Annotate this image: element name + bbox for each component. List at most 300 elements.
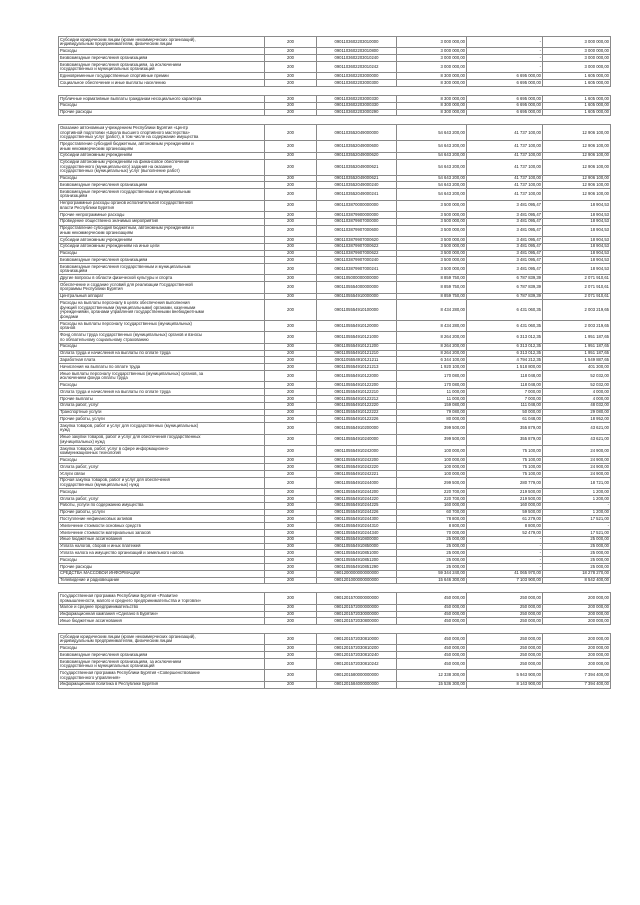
cell-admin-code: 200: [265, 604, 317, 611]
cell-name: Обеспечение и создание условий для реализации Государственной программы Республики Бурятия: [59, 282, 265, 293]
cell-executed-amount: 250 000,00: [467, 618, 543, 625]
cell-executed-amount: -: [467, 557, 543, 564]
table-row: [59, 243, 611, 250]
cell-executed-amount: 118 048,00: [467, 371, 543, 382]
cell-classification-code: 0901200000000000000: [317, 570, 397, 577]
cell-classification-code: 0901105554910121200: [317, 343, 397, 350]
cell-remaining-amount: 24 900,00: [543, 457, 611, 464]
cell-remaining-amount: 43 621,00: [543, 434, 611, 445]
table-row: [59, 563, 611, 570]
cell-admin-code: 200: [265, 457, 317, 464]
cell-executed-amount: 6 313 012,35: [467, 332, 543, 343]
cell-admin-code: 200: [265, 225, 317, 236]
cell-approved-amount: 220 700,00: [397, 489, 467, 496]
cell-classification-code: 0901105554910244225: [317, 502, 397, 509]
cell-admin-code: 200: [265, 593, 317, 604]
cell-approved-amount: 450 000,00: [397, 593, 467, 604]
cell-approved-amount: 8 300 000,00: [397, 109, 467, 116]
cell-classification-code: 0901103602203010800: [317, 48, 397, 55]
cell-executed-amount: 250 000,00: [467, 593, 543, 604]
cell-approved-amount: 100 000,00: [397, 470, 467, 477]
cell-approved-amount: 170 080,00: [397, 371, 467, 382]
cell-admin-code: 200: [265, 577, 317, 584]
cell-approved-amount: 54 643 200,00: [397, 125, 467, 141]
cell-name: Прочие работы, услуги: [59, 416, 265, 423]
cell-admin-code: 200: [265, 659, 317, 670]
table-row: [59, 275, 611, 282]
cell-name: Поступление нефинансовых активов: [59, 516, 265, 523]
cell-executed-amount: 6 431 060,35: [467, 300, 543, 321]
cell-approved-amount: 3 500 000,00: [397, 236, 467, 243]
cell-name: Иные бюджетные ассигнования: [59, 536, 265, 543]
cell-name: Безвозмездные перечисления организациям: [59, 182, 265, 189]
cell-name: Расходы: [59, 102, 265, 109]
cell-executed-amount: 7 000,00: [467, 389, 543, 396]
table-row: [59, 396, 611, 403]
cell-admin-code: 200: [265, 509, 317, 516]
spacer-row: [59, 584, 611, 593]
cell-name: Работы, услуги по содержанию имущества: [59, 502, 265, 509]
cell-approved-amount: 3 000 000,00: [397, 55, 467, 62]
table-row: [59, 477, 611, 488]
cell-remaining-amount: 1 605 000,00: [543, 102, 611, 109]
cell-approved-amount: 450 000,00: [397, 611, 467, 618]
cell-classification-code: 0901201000000000000: [317, 577, 397, 584]
cell-remaining-amount: 25 000,00: [543, 543, 611, 550]
cell-approved-amount: 79 080,00: [397, 409, 467, 416]
cell-executed-amount: 41 737 100,00: [467, 141, 543, 152]
cell-approved-amount: 3 500 000,00: [397, 211, 467, 218]
cell-executed-amount: -: [467, 55, 543, 62]
cell-admin-code: 200: [265, 557, 317, 564]
cell-name: Публичные нормативные выплаты гражданам несоциального характера: [59, 95, 265, 102]
cell-remaining-amount: 18 904,53: [543, 243, 611, 250]
cell-remaining-amount: 18 904,53: [543, 250, 611, 257]
cell-admin-code: 200: [265, 495, 317, 502]
cell-remaining-amount: 18 721,00: [543, 477, 611, 488]
cell-remaining-amount: 25 000,00: [543, 550, 611, 557]
cell-admin-code: 200: [265, 543, 317, 550]
cell-executed-amount: -: [467, 37, 543, 48]
cell-approved-amount: 8 264 200,00: [397, 343, 467, 350]
cell-classification-code: 0901201572030810000: [317, 634, 397, 645]
cell-approved-amount: 78 800,00: [397, 516, 467, 523]
cell-remaining-amount: 2 003 219,65: [543, 321, 611, 332]
cell-name: Прочие расходы: [59, 563, 265, 570]
cell-executed-amount: 7 103 900,00: [467, 577, 543, 584]
cell-executed-amount: 3 481 095,47: [467, 257, 543, 264]
cell-classification-code: 0901105554910122222: [317, 409, 397, 416]
cell-executed-amount: 3 481 095,47: [467, 236, 543, 243]
cell-approved-amount: 80 000,00: [397, 416, 467, 423]
cell-name: Предоставление субсидий бюджетным, автономным учреждениям и иным некоммерческим организациям: [59, 225, 265, 236]
cell-remaining-amount: 18 904,53: [543, 211, 611, 218]
cell-name: Увеличение стоимости основных средств: [59, 523, 265, 530]
budget-report-sheet: [58, 36, 610, 689]
cell-executed-amount: 3 481 095,47: [467, 200, 543, 211]
cell-approved-amount: 6 344 100,00: [397, 357, 467, 364]
cell-executed-amount: 219 500,00: [467, 495, 543, 502]
cell-executed-amount: 355 879,00: [467, 423, 543, 434]
table-row: [59, 523, 611, 530]
cell-approved-amount: 54 643 200,00: [397, 159, 467, 175]
cell-executed-amount: 6 695 000,00: [467, 95, 543, 102]
cell-classification-code: 0901103879907000241: [317, 264, 397, 275]
table-row: [59, 182, 611, 189]
cell-classification-code: 0901105554910000000: [317, 293, 397, 300]
cell-executed-amount: 355 879,00: [467, 434, 543, 445]
cell-executed-amount: 250 000,00: [467, 645, 543, 652]
cell-name: Социальное обеспечение и иные выплаты населению: [59, 80, 265, 87]
cell-name: Расходы: [59, 645, 265, 652]
cell-name: Оплата работ, услуг: [59, 402, 265, 409]
cell-remaining-amount: 12 906 100,00: [543, 141, 611, 152]
cell-classification-code: 0901103879907000600: [317, 225, 397, 236]
table-row: [59, 495, 611, 502]
cell-admin-code: 200: [265, 570, 317, 577]
cell-executed-amount: 7 000,00: [467, 396, 543, 403]
cell-remaining-amount: 2 071 910,61: [543, 293, 611, 300]
cell-name: Безвозмездные перечисления организациям, за исключением государственных и муниципальных организаций: [59, 61, 265, 72]
cell-admin-code: 200: [265, 243, 317, 250]
cell-approved-amount: 8 300 000,00: [397, 102, 467, 109]
cell-executed-amount: 61 048,00: [467, 416, 543, 423]
cell-name: Уплата налогов, сборов и иных платежей: [59, 543, 265, 550]
cell-classification-code: 0901105554910122226: [317, 416, 397, 423]
cell-executed-amount: 41 737 100,00: [467, 189, 543, 200]
cell-approved-amount: 299 500,00: [397, 477, 467, 488]
cell-name: Государственная программа Республики Бурятия «Совершенствование государственного управления»: [59, 670, 265, 681]
cell-admin-code: 200: [265, 211, 317, 218]
table-row: [59, 95, 611, 102]
cell-approved-amount: 8 859 750,00: [397, 293, 467, 300]
spacer-cell: [59, 86, 611, 95]
cell-classification-code: 0901105554910244220: [317, 495, 397, 502]
cell-name: Прочие работы, услуги: [59, 509, 265, 516]
table-row: [59, 577, 611, 584]
cell-classification-code: 0901105554910851290: [317, 563, 397, 570]
cell-approved-amount: 1 920 100,00: [397, 364, 467, 371]
table-row: [59, 293, 611, 300]
cell-approved-amount: 100 000,00: [397, 445, 467, 456]
table-row: [59, 557, 611, 564]
cell-remaining-amount: 12 906 100,00: [543, 159, 611, 175]
table-row: [59, 389, 611, 396]
cell-executed-amount: 4 794 212,35: [467, 357, 543, 364]
cell-classification-code: 0901201572030800000: [317, 618, 397, 625]
cell-admin-code: 200: [265, 489, 317, 496]
table-row: [59, 55, 611, 62]
cell-remaining-amount: 25 000,00: [543, 563, 611, 570]
table-row: [59, 371, 611, 382]
cell-admin-code: 200: [265, 502, 317, 509]
cell-approved-amount: 8 300 000,00: [397, 95, 467, 102]
table-row: [59, 189, 611, 200]
cell-name: Субсидии автономным учреждениям на финансовое обеспечение государственного (муниципального) задания на оказание государственных (муниципальных) услуг (выполнение работ): [59, 159, 265, 175]
cell-classification-code: 0901103879907000240: [317, 257, 397, 264]
cell-remaining-amount: 17 521,00: [543, 529, 611, 536]
cell-classification-code: 0901105554910851000: [317, 550, 397, 557]
cell-executed-amount: 8 143 900,00: [467, 681, 543, 688]
cell-executed-amount: -: [467, 543, 543, 550]
spacer-cell: [59, 625, 611, 634]
table-row: [59, 529, 611, 536]
cell-remaining-amount: 24 900,00: [543, 464, 611, 471]
cell-approved-amount: 3 500 000,00: [397, 200, 467, 211]
cell-executed-amount: 6 431 060,35: [467, 321, 543, 332]
cell-approved-amount: 450 000,00: [397, 659, 467, 670]
cell-name: Расходы: [59, 457, 265, 464]
cell-executed-amount: 41 737 100,00: [467, 125, 543, 141]
cell-admin-code: 200: [265, 670, 317, 681]
table-row: [59, 543, 611, 550]
cell-classification-code: 0901105554910244226: [317, 509, 397, 516]
cell-name: Безвозмездные перечисления организациям: [59, 55, 265, 62]
cell-admin-code: 200: [265, 282, 317, 293]
cell-classification-code: 0901201572030810242: [317, 659, 397, 670]
cell-name: Безвозмездные перечисления организациям: [59, 652, 265, 659]
cell-executed-amount: 280 779,00: [467, 477, 543, 488]
cell-executed-amount: 8 800,00: [467, 523, 543, 530]
cell-remaining-amount: 200 000,00: [543, 611, 611, 618]
cell-remaining-amount: 12 906 100,00: [543, 125, 611, 141]
cell-approved-amount: 8 800,00: [397, 523, 467, 530]
cell-classification-code: 0901103552049000241: [317, 189, 397, 200]
cell-name: Субсидии юридическим лицам (кроме некоммерческих организаций), индивидуальным предпринимателям, физическим лицам: [59, 634, 265, 645]
cell-remaining-amount: 24 900,00: [543, 445, 611, 456]
cell-approved-amount: 159 080,00: [397, 402, 467, 409]
table-row: [59, 634, 611, 645]
cell-executed-amount: 250 000,00: [467, 634, 543, 645]
cell-name: Проведение общественно значимых мероприятий: [59, 218, 265, 225]
cell-name: Оплата труда и начисления на выплаты по оплате труда: [59, 389, 265, 396]
cell-admin-code: 200: [265, 275, 317, 282]
cell-approved-amount: 54 643 200,00: [397, 189, 467, 200]
cell-remaining-amount: 200 000,00: [543, 659, 611, 670]
table-row: [59, 434, 611, 445]
cell-executed-amount: 75 100,00: [467, 445, 543, 456]
cell-admin-code: 200: [265, 141, 317, 152]
cell-admin-code: 200: [265, 550, 317, 557]
table-row: [59, 73, 611, 80]
cell-classification-code: 0901103602203000330: [317, 102, 397, 109]
table-row: [59, 550, 611, 557]
cell-approved-amount: 8 434 280,00: [397, 300, 467, 321]
table-row: [59, 175, 611, 182]
table-row: [59, 509, 611, 516]
cell-remaining-amount: 1 200,00: [543, 495, 611, 502]
cell-executed-amount: 50 000,00: [467, 409, 543, 416]
cell-name: Субсидии автономным учреждениям: [59, 152, 265, 159]
table-row: [59, 618, 611, 625]
cell-classification-code: 0901103879907000000: [317, 218, 397, 225]
cell-approved-amount: 3 500 000,00: [397, 218, 467, 225]
cell-remaining-amount: 18 278 270,00: [543, 570, 611, 577]
cell-approved-amount: 25 000,00: [397, 543, 467, 550]
cell-remaining-amount: 200 000,00: [543, 652, 611, 659]
cell-remaining-amount: 1 200,00: [543, 509, 611, 516]
cell-name: Расходы: [59, 48, 265, 55]
cell-admin-code: 200: [265, 681, 317, 688]
table-row: [59, 464, 611, 471]
cell-executed-amount: 160 000,00: [467, 502, 543, 509]
cell-remaining-amount: 2 071 910,61: [543, 275, 611, 282]
table-row: [59, 225, 611, 236]
cell-approved-amount: 220 700,00: [397, 495, 467, 502]
cell-name: Прочие выплаты: [59, 396, 265, 403]
cell-name: Иные бюджетные ассигнования: [59, 618, 265, 625]
cell-approved-amount: 15 536 300,00: [397, 681, 467, 688]
cell-admin-code: 200: [265, 61, 317, 72]
table-row: [59, 645, 611, 652]
cell-executed-amount: 75 100,00: [467, 464, 543, 471]
table-row: [59, 611, 611, 618]
cell-name: Расходы на выплаты персоналу государственных (муниципальных) органов: [59, 321, 265, 332]
cell-executed-amount: -: [467, 563, 543, 570]
table-row: [59, 382, 611, 389]
table-row: [59, 516, 611, 523]
cell-executed-amount: 52 479,00: [467, 529, 543, 536]
cell-executed-amount: 1 518 800,00: [467, 364, 543, 371]
cell-admin-code: 200: [265, 218, 317, 225]
cell-approved-amount: 3 000 000,00: [397, 48, 467, 55]
table-row: [59, 364, 611, 371]
table-row: [59, 652, 611, 659]
cell-remaining-amount: 1 605 000,00: [543, 95, 611, 102]
cell-executed-amount: 250 000,00: [467, 659, 543, 670]
cell-approved-amount: 100 000,00: [397, 464, 467, 471]
cell-name: Субсидии юридическим лицам (кроме некоммерческих организаций), индивидуальным предпринимателям, физическим лицам: [59, 37, 265, 48]
table-row: [59, 416, 611, 423]
cell-name: Прочие непрограммные расходы: [59, 211, 265, 218]
cell-name: Оплата работ, услуг: [59, 464, 265, 471]
cell-name: Прочая закупка товаров, работ и услуг для обеспечения государственных (муниципальных) нужд: [59, 477, 265, 488]
cell-classification-code: 0901105554910121000: [317, 332, 397, 343]
cell-executed-amount: 41 737 100,00: [467, 182, 543, 189]
table-row: [59, 402, 611, 409]
table-row: [59, 423, 611, 434]
cell-admin-code: 200: [265, 464, 317, 471]
cell-admin-code: 200: [265, 159, 317, 175]
cell-approved-amount: 11 000,00: [397, 389, 467, 396]
cell-admin-code: 200: [265, 37, 317, 48]
cell-admin-code: 200: [265, 109, 317, 116]
cell-classification-code: 0901103552049000600: [317, 141, 397, 152]
cell-admin-code: 200: [265, 402, 317, 409]
table-row: [59, 445, 611, 456]
spacer-cell: [59, 584, 611, 593]
table-row: [59, 159, 611, 175]
cell-approved-amount: 12 338 300,00: [397, 670, 467, 681]
cell-approved-amount: 3 000 000,00: [397, 37, 467, 48]
cell-executed-amount: 6 695 000,00: [467, 73, 543, 80]
cell-remaining-amount: 25 000,00: [543, 536, 611, 543]
cell-remaining-amount: 200 000,00: [543, 618, 611, 625]
cell-remaining-amount: 29 080,00: [543, 409, 611, 416]
cell-executed-amount: 3 481 095,47: [467, 264, 543, 275]
cell-name: Иные закупки товаров, работ и услуг для обеспечения государственных (муниципальных) нужд: [59, 434, 265, 445]
cell-remaining-amount: 3 000 000,00: [543, 55, 611, 62]
cell-executed-amount: -: [467, 48, 543, 55]
cell-name: Субсидии автономным учреждениям на иные цели: [59, 243, 265, 250]
cell-admin-code: 200: [265, 152, 317, 159]
cell-name: Услуги связи: [59, 470, 265, 477]
cell-approved-amount: 8 300 000,00: [397, 80, 467, 87]
cell-classification-code: 0901105554910121213: [317, 364, 397, 371]
cell-name: Расходы на выплаты персоналу в целях обеспечения выполнения функций государственными (муниципальными) органами, казенными учреждениями, органами управления государственными внебюджетными фондами: [59, 300, 265, 321]
table-row: [59, 343, 611, 350]
table-row: [59, 250, 611, 257]
cell-remaining-amount: 1 951 187,65: [543, 350, 611, 357]
cell-name: Единовременные государственные спортивные премии: [59, 73, 265, 80]
cell-classification-code: 0901105554910242000: [317, 445, 397, 456]
cell-name: Оказание автономным учреждением Республики Бурятия «Центр спортивной подготовки «Школа высшего спортивного мастерства» государственных услуг (работ), в том числе на содержание имущества: [59, 125, 265, 141]
cell-classification-code: 0901103552049000000: [317, 125, 397, 141]
cell-classification-code: 0901201572030000000: [317, 611, 397, 618]
cell-admin-code: 200: [265, 95, 317, 102]
cell-approved-amount: 3 500 000,00: [397, 257, 467, 264]
cell-classification-code: 0901103552049000620: [317, 152, 397, 159]
cell-classification-code: 0901105554910121211: [317, 357, 397, 364]
cell-classification-code: 0901103552049000621: [317, 175, 397, 182]
cell-admin-code: 200: [265, 389, 317, 396]
cell-classification-code: 0901103602203010000: [317, 37, 397, 48]
cell-executed-amount: -: [467, 61, 543, 72]
cell-name: Безвозмездные перечисления организациям: [59, 257, 265, 264]
cell-name: Прочие расходы: [59, 109, 265, 116]
cell-remaining-amount: 200 000,00: [543, 634, 611, 645]
cell-name: Информационная кампания «Сделано в Бурятии»: [59, 611, 265, 618]
cell-classification-code: 0901201570000000000: [317, 593, 397, 604]
cell-approved-amount: 399 500,00: [397, 434, 467, 445]
cell-executed-amount: 6 787 839,39: [467, 282, 543, 293]
cell-remaining-amount: 4 000,00: [543, 389, 611, 396]
cell-classification-code: 0901105554910850000: [317, 543, 397, 550]
cell-remaining-amount: 1 200,00: [543, 489, 611, 496]
cell-executed-amount: 59 500,00: [467, 509, 543, 516]
cell-classification-code: 0901201572030810200: [317, 645, 397, 652]
cell-approved-amount: 160 000,00: [397, 502, 467, 509]
cell-name: Другие вопросы в области физической культуры и спорта: [59, 275, 265, 282]
cell-remaining-amount: 1 605 000,00: [543, 109, 611, 116]
cell-admin-code: 200: [265, 445, 317, 456]
cell-approved-amount: 3 500 000,00: [397, 250, 467, 257]
cell-approved-amount: 25 000,00: [397, 557, 467, 564]
cell-classification-code: 0901201580000000000: [317, 670, 397, 681]
cell-approved-amount: 8 264 200,00: [397, 332, 467, 343]
spacer-row: [59, 116, 611, 125]
cell-admin-code: 200: [265, 300, 317, 321]
budget-execution-table: [58, 36, 611, 689]
cell-classification-code: 0901105554910120000: [317, 321, 397, 332]
cell-name: Центральный аппарат: [59, 293, 265, 300]
cell-classification-code: 0901201584000000000: [317, 681, 397, 688]
cell-name: Начисления на выплаты по оплате труда: [59, 364, 265, 371]
cell-remaining-amount: 25 000,00: [543, 557, 611, 564]
cell-admin-code: 200: [265, 55, 317, 62]
cell-name: Закупка товаров, работ, услуг в сфере информационно- коммуникационных технологий: [59, 445, 265, 456]
cell-remaining-amount: 18 904,53: [543, 264, 611, 275]
cell-remaining-amount: 2 071 910,61: [543, 282, 611, 293]
cell-remaining-amount: 52 032,00: [543, 371, 611, 382]
cell-remaining-amount: 1 951 187,65: [543, 343, 611, 350]
cell-classification-code: 0901105554910244300: [317, 516, 397, 523]
cell-admin-code: 200: [265, 264, 317, 275]
cell-remaining-amount: 8 542 400,00: [543, 577, 611, 584]
cell-admin-code: 200: [265, 175, 317, 182]
cell-approved-amount: 25 000,00: [397, 563, 467, 570]
cell-name: Расходы: [59, 382, 265, 389]
